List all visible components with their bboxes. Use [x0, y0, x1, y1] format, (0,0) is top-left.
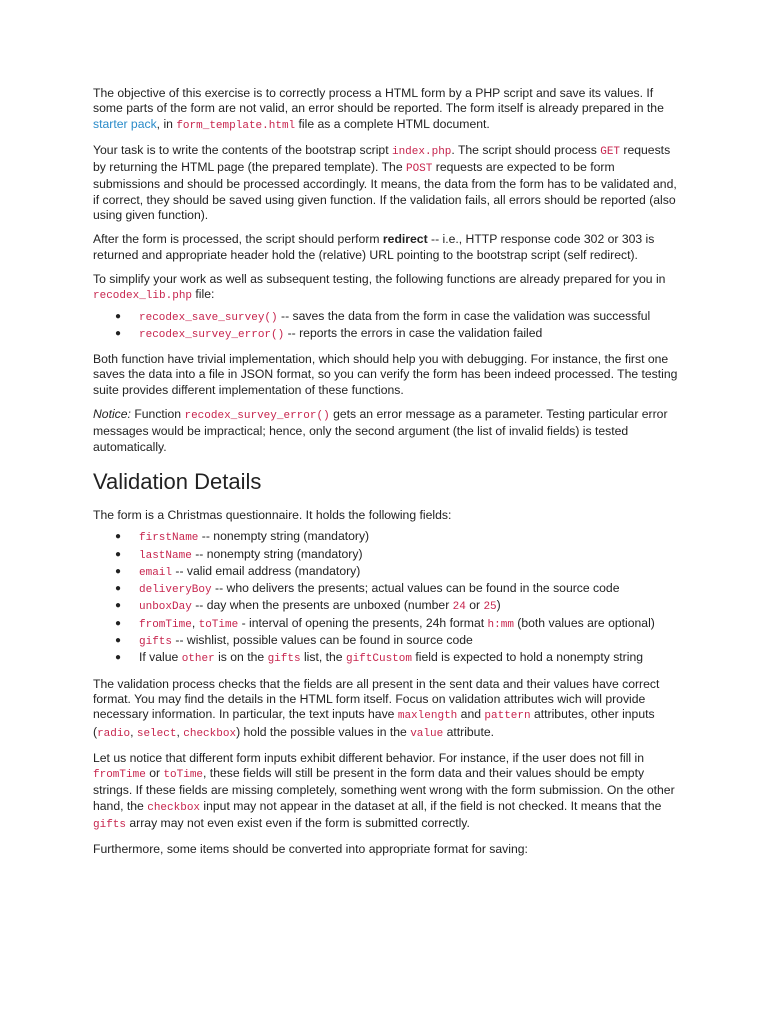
- text: requests by returning the HTML page (the prepared template). The: [93, 142, 671, 175]
- text: -- day when the presents are unboxed (number: [191, 598, 453, 613]
- section-heading: Validation Details: [93, 468, 262, 494]
- text: ,: [130, 724, 137, 739]
- inline-code: maxlength: [397, 710, 458, 723]
- text: array may not even exist even if the form is submitted correctly.: [126, 815, 470, 830]
- text: ,: [191, 615, 199, 630]
- inline-code: recodex_lib.php: [93, 290, 193, 303]
- inline-code: checkbox: [183, 727, 237, 740]
- inline-code: select: [136, 727, 177, 740]
- text: is on the: [214, 650, 268, 665]
- inline-code: unboxDay: [139, 601, 192, 614]
- text: file as a complete HTML document.: [295, 116, 490, 131]
- list-item: [139, 581, 678, 598]
- inline-code: other: [181, 653, 215, 666]
- text: ,: [176, 724, 184, 739]
- text: (both values are optional): [513, 615, 655, 630]
- text: requests are expected to be form submissions and should be processed accordingly. It means, the data from the form has to be validated and, if correct, they should be saved using given function. If the validation fails, all errors should be reported (also using given function).: [93, 160, 677, 223]
- implementation-paragraph: Both function have trivial implementation, which should help you with debugging. For instance, the first one saves the data into a file in JSON format, so you can verify the form has been indeed processed. The testing suite provides different implementation of these functions.: [93, 352, 678, 397]
- text: To simplify your work as well as subsequent testing, the following functions are already prepared for you in: [93, 271, 666, 286]
- task-paragraph: [93, 143, 678, 223]
- text: or: [465, 598, 484, 613]
- intro-paragraph: [93, 86, 678, 134]
- inline-code: recodex_survey_error(): [184, 410, 330, 423]
- inline-code: form_template.html: [176, 119, 296, 132]
- text: list, the: [300, 650, 346, 665]
- inline-code: index.php: [391, 145, 452, 158]
- inline-code: lastName: [139, 549, 192, 562]
- list-item: [139, 616, 678, 633]
- text: , in: [156, 116, 177, 131]
- list-item: [139, 564, 678, 581]
- list-item: [139, 547, 678, 564]
- text: file:: [192, 287, 215, 302]
- inline-code: pattern: [484, 710, 531, 723]
- inline-code: gifts: [267, 653, 301, 666]
- text: Function: [130, 407, 185, 422]
- validation-paragraph: [93, 677, 678, 742]
- text: The validation process checks that the fields are all present in the sent data and their values have correct format. You may find the details in the HTML form itself. Focus on validation attributes wich will provide necessary information. In particular, the text inputs have: [93, 676, 660, 722]
- inline-code: GET: [600, 145, 621, 158]
- inline-code: checkbox: [147, 801, 201, 814]
- inline-code: recodex_save_survey(): [139, 311, 278, 324]
- text: If value: [139, 650, 182, 665]
- text: After the form is processed, the script should perform: [93, 232, 383, 247]
- list-item: [139, 633, 678, 650]
- inline-code: toTime: [198, 618, 239, 631]
- inline-code: 24: [452, 601, 466, 614]
- document-page: [93, 86, 678, 867]
- inline-code: gifts: [93, 818, 127, 831]
- text: input may not appear in the dataset at all, if the field is not checked. It means that the: [200, 798, 662, 813]
- list-item: [139, 529, 678, 546]
- text: ) hold the possible values in the: [236, 724, 411, 739]
- notice-label: Notice:: [93, 407, 131, 422]
- inline-code: deliveryBoy: [139, 584, 212, 597]
- inline-code: firstName: [139, 532, 199, 545]
- inline-code: POST: [405, 163, 433, 176]
- text: -- nonempty string (mandatory): [191, 546, 363, 561]
- conversion-paragraph: Furthermore, some items should be converted into appropriate format for saving:: [93, 842, 528, 857]
- redirect-paragraph: [93, 232, 678, 263]
- text: . The script should process: [451, 142, 601, 157]
- text: -- reports the errors in case the validation failed: [284, 325, 543, 340]
- list-item: [139, 650, 678, 667]
- bold-text: redirect: [382, 232, 428, 247]
- inline-code: fromTime: [93, 769, 146, 782]
- text: gets an error message as a parameter. Testing particular error messages would be impractical; hence, only the second argument (the list of invalid fields) is tested automatically.: [93, 407, 668, 454]
- text: and: [457, 707, 485, 722]
- inline-code: recodex_survey_error(): [139, 328, 285, 341]
- text: ): [496, 598, 501, 613]
- list-item: [139, 309, 678, 326]
- text: Your task is to write the contents of the bootstrap script: [93, 142, 392, 157]
- behavior-paragraph: [93, 751, 678, 833]
- functions-list: [93, 309, 678, 344]
- notice-paragraph: [93, 407, 678, 455]
- list-item: [139, 326, 678, 343]
- text: -- nonempty string (mandatory): [198, 529, 370, 544]
- inline-code: value: [410, 727, 444, 740]
- text: -- wishlist, possible values can be found in source code: [172, 633, 473, 648]
- text: , these fields will still be present in the form data and their values should be empty strings. If these fields are missing completely, something went wrong with the form submission. On the other hand, the: [93, 766, 675, 813]
- inline-code: giftCustom: [345, 653, 412, 666]
- fields-intro-paragraph: The form is a Christmas questionnaire. It holds the following fields:: [93, 507, 452, 522]
- text: attribute.: [443, 724, 495, 739]
- text: -- i.e., HTTP response code 302 or 303 is returned and appropriate header hold the (relative) URL pointing to the bootstrap script (self redirect).: [93, 232, 655, 262]
- inline-code: h:mm: [487, 618, 514, 631]
- inline-code: 25: [483, 601, 497, 614]
- inline-code: radio: [97, 727, 131, 740]
- inline-code: toTime: [163, 769, 204, 782]
- text: -- valid email address (mandatory): [172, 563, 361, 578]
- text: -- who delivers the presents; actual values can be found in the source code: [211, 581, 620, 596]
- text: or: [145, 766, 164, 781]
- inline-code: fromTime: [139, 618, 192, 631]
- inline-code: gifts: [139, 636, 173, 649]
- inline-code: email: [139, 566, 173, 579]
- text: - interval of opening the presents, 24h format: [238, 615, 488, 630]
- text: The objective of this exercise is to correctly process a HTML form by a PHP script and save its values. If some parts of the form are not valid, an error should be reported. The form itself is already prepared in the: [93, 86, 664, 116]
- text: -- saves the data from the form in case the validation was successful: [277, 308, 651, 323]
- starter-pack-link[interactable]: starter pack: [93, 116, 157, 131]
- text: attributes, other inputs (: [93, 707, 655, 739]
- list-item: [139, 598, 678, 615]
- text: Let us notice that different form inputs exhibit different behavior. For instance, if the user does not fill in: [93, 750, 645, 765]
- functions-paragraph: [93, 272, 678, 305]
- fields-list: [93, 529, 678, 667]
- text: field is expected to hold a nonempty string: [411, 650, 644, 665]
